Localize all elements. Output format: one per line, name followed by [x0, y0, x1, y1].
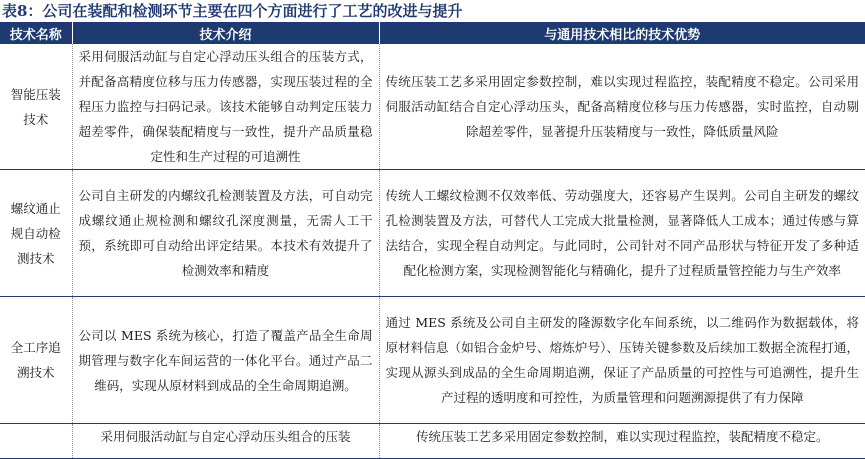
tech-table	[0, 22, 865, 459]
tech-name-cell	[0, 424, 72, 459]
table-header-row	[0, 22, 865, 44]
table-row	[0, 44, 865, 170]
table-row	[0, 170, 865, 297]
tech-advantage-cell: 通过 MES 系统及公司自主研发的隆源数字化车间系统，以二维码作为数据载体，将原材料信息（如铝合金炉号、熔炼炉号）、压铸关键参数及后续加工数据全流程打通，实现从源头到成品的全生命周期追溯，保证了产品质量的可控性与可追溯性，提升生产过程的透明度和可控性，为质量管理和问题溯源提供了有力保障	[379, 297, 865, 424]
tech-intro-cell: 采用伺服活动缸与自定心浮动压头组合的压装	[72, 424, 379, 459]
tech-advantage-cell: 传统压装工艺多采用固定参数控制，难以实现过程监控，装配精度不稳定。公司采用伺服活动缸结合自定心浮动压头，配备高精度位移与压力传感器，实时监控，自动剔除超差零件，显著提升压装精度与一致性，降低质量风险	[379, 44, 865, 170]
table-title: 表8：公司在装配和检测环节主要在四个方面进行了工艺的改进与提升	[2, 2, 463, 20]
tech-intro-cell: 采用伺服活动缸与自定心浮动压头组合的压装方式，并配备高精度位移与压力传感器，实现压装过程的全程压力监控与扫码记录。该技术能够自动判定压装力超差零件，确保装配精度与一致性，提升产品质量稳定性和生产过程的可追溯性	[72, 44, 379, 170]
tech-intro-cell: 公司以 MES 系统为核心，打造了覆盖产品全生命周期管理与数字化车间运营的一体化平台。通过产品二维码，实现从原材料到成品的全生命周期追溯。	[72, 297, 379, 424]
tech-intro-cell: 公司自主研发的内螺纹孔检测装置及方法，可自动完成螺纹通止规检测和螺纹孔深度测量，无需人工干预，系统即可自动给出评定结果。本技术有效提升了检测效率和精度	[72, 170, 379, 297]
header-tech-advantage: 与通用技术相比的技术优势	[379, 22, 865, 44]
header-tech-name: 技术名称	[0, 22, 72, 44]
tech-name-cell: 全工序追溯技术	[0, 297, 72, 424]
tech-advantage-cell: 传统压装工艺多采用固定参数控制，难以实现过程监控，装配精度不稳定。	[379, 424, 865, 459]
header-tech-intro: 技术介绍	[72, 22, 379, 44]
table-row	[0, 424, 865, 459]
tech-advantage-cell: 传统人工螺纹检测不仅效率低、劳动强度大，还容易产生误判。公司自主研发的螺纹孔检测装置及方法，可替代人工完成大批量检测，显著降低人工成本；通过传感与算法结合，实现全程自动判定。与此同时，公司针对不同产品形状与特征开发了多种适配化检测方案，实现检测智能化与精确化，提升了过程质量管控能力与生产效率	[379, 170, 865, 297]
tech-name-cell: 智能压装技术	[0, 44, 72, 170]
tech-name-cell: 螺纹通止规自动检测技术	[0, 170, 72, 297]
table-row	[0, 297, 865, 424]
